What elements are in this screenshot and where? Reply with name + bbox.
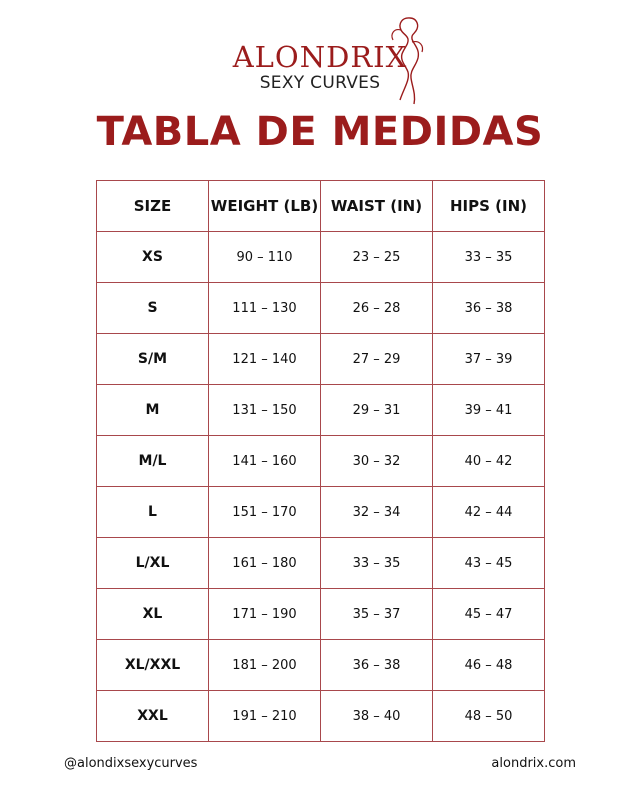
header-weight: WEIGHT (LB) xyxy=(209,181,321,232)
website-url: alondrix.com xyxy=(491,756,576,771)
size-cell: M xyxy=(97,385,209,436)
hips-cell: 37 – 39 xyxy=(433,334,545,385)
header-size: SIZE xyxy=(97,181,209,232)
table-row xyxy=(97,487,545,538)
page-title: TABLA DE MEDIDAS xyxy=(96,109,544,155)
hips-cell: 48 – 50 xyxy=(433,691,545,742)
brand-logo xyxy=(0,12,640,108)
weight-cell: 181 – 200 xyxy=(209,640,321,691)
hips-cell: 43 – 45 xyxy=(433,538,545,589)
hips-cell: 40 – 42 xyxy=(433,436,545,487)
weight-cell: 191 – 210 xyxy=(209,691,321,742)
header-waist: WAIST (IN) xyxy=(321,181,433,232)
size-cell: S xyxy=(97,283,209,334)
size-cell: L/XL xyxy=(97,538,209,589)
brand-tagline: SEXY CURVES xyxy=(259,73,381,93)
waist-cell: 36 – 38 xyxy=(321,640,433,691)
brand-name: ALONDRIX xyxy=(232,40,408,74)
table-row xyxy=(97,436,545,487)
size-cell: S/M xyxy=(97,334,209,385)
waist-cell: 23 – 25 xyxy=(321,232,433,283)
table-row xyxy=(97,334,545,385)
table-row xyxy=(97,691,545,742)
waist-cell: 30 – 32 xyxy=(321,436,433,487)
size-cell: XL/XXL xyxy=(97,640,209,691)
size-cell: XXL xyxy=(97,691,209,742)
table-header-row xyxy=(97,181,545,232)
waist-cell: 26 – 28 xyxy=(321,283,433,334)
table-row xyxy=(97,283,545,334)
size-cell: XS xyxy=(97,232,209,283)
hips-cell: 39 – 41 xyxy=(433,385,545,436)
weight-cell: 141 – 160 xyxy=(209,436,321,487)
size-chart-table xyxy=(96,180,545,742)
table-row xyxy=(97,232,545,283)
hips-cell: 33 – 35 xyxy=(433,232,545,283)
size-cell: XL xyxy=(97,589,209,640)
waist-cell: 32 – 34 xyxy=(321,487,433,538)
weight-cell: 171 – 190 xyxy=(209,589,321,640)
size-cell: M/L xyxy=(97,436,209,487)
table-row xyxy=(97,385,545,436)
hips-cell: 36 – 38 xyxy=(433,283,545,334)
header-hips: HIPS (IN) xyxy=(433,181,545,232)
hips-cell: 46 – 48 xyxy=(433,640,545,691)
weight-cell: 90 – 110 xyxy=(209,232,321,283)
weight-cell: 151 – 170 xyxy=(209,487,321,538)
social-handle: @alondixsexycurves xyxy=(64,756,198,771)
weight-cell: 161 – 180 xyxy=(209,538,321,589)
hips-cell: 42 – 44 xyxy=(433,487,545,538)
waist-cell: 29 – 31 xyxy=(321,385,433,436)
waist-cell: 38 – 40 xyxy=(321,691,433,742)
waist-cell: 35 – 37 xyxy=(321,589,433,640)
table-row xyxy=(97,640,545,691)
waist-cell: 27 – 29 xyxy=(321,334,433,385)
table-row xyxy=(97,589,545,640)
weight-cell: 131 – 150 xyxy=(209,385,321,436)
table-row xyxy=(97,538,545,589)
waist-cell: 33 – 35 xyxy=(321,538,433,589)
size-cell: L xyxy=(97,487,209,538)
weight-cell: 121 – 140 xyxy=(209,334,321,385)
hips-cell: 45 – 47 xyxy=(433,589,545,640)
weight-cell: 111 – 130 xyxy=(209,283,321,334)
